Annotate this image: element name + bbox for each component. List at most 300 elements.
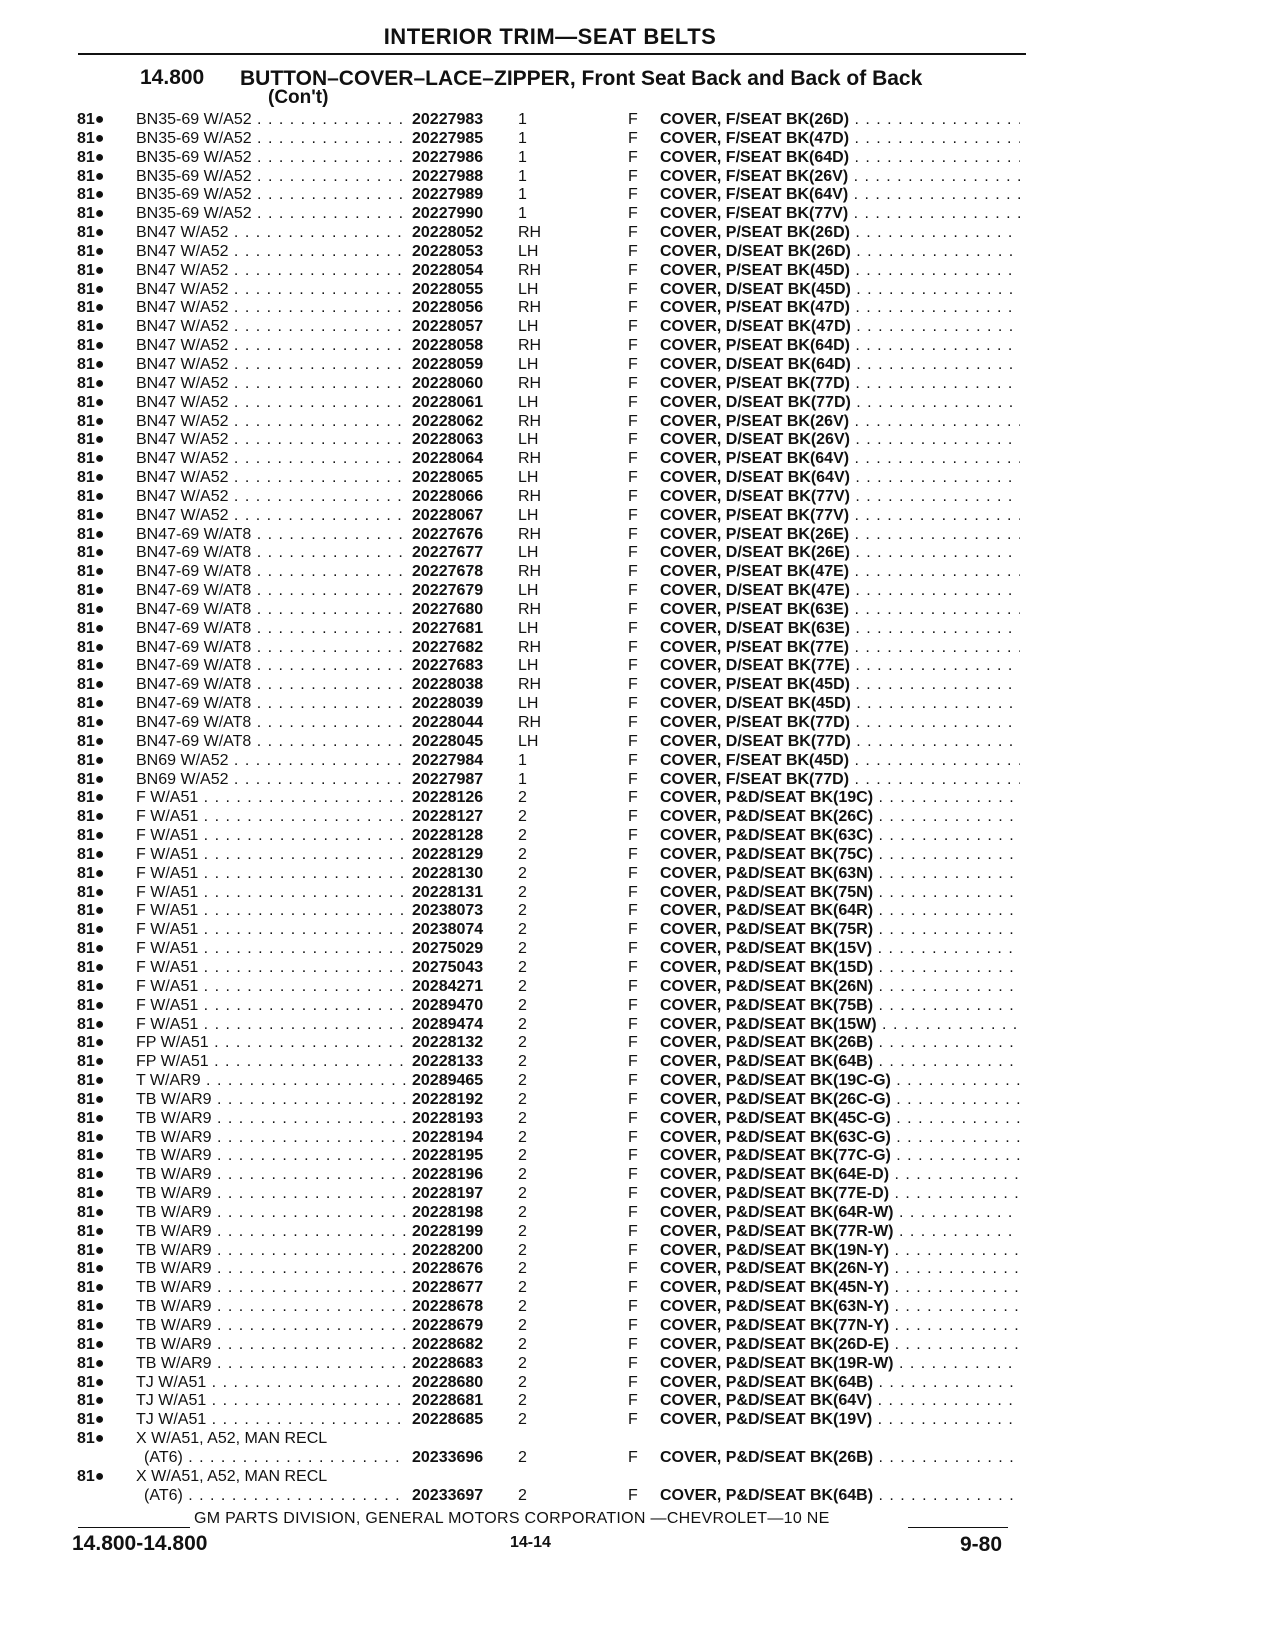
- row-item-name: [660, 752, 1020, 771]
- row-item-name: [660, 808, 1020, 827]
- table-row: [0, 714, 1280, 733]
- row-quantity: RH: [518, 525, 542, 543]
- row-item-text: COVER, P&D/SEAT BK(26C-G) . . .: [660, 1091, 1020, 1108]
- row-description-text: X W/A51, A52, MAN RECL: [136, 1467, 328, 1485]
- row-flag: F: [628, 544, 638, 562]
- row-quantity: 2: [518, 940, 527, 958]
- row-description-text: F W/A51: [136, 808, 199, 826]
- row-item-text: COVER, P/SEAT BK(45D) . . .: [660, 262, 1020, 279]
- table-row: [0, 695, 1280, 714]
- row-description: [136, 318, 406, 337]
- row-description: [136, 1147, 406, 1166]
- row-code: 81●: [77, 600, 105, 618]
- row-description-text: BN47 W/A52: [136, 506, 229, 524]
- row-quantity: 1: [518, 148, 527, 166]
- row-flag: F: [628, 1411, 638, 1429]
- row-code: 81●: [77, 1411, 105, 1429]
- row-part-number: 20228126: [412, 789, 484, 807]
- row-flag: F: [628, 714, 638, 731]
- row-item-name: [660, 1336, 1020, 1355]
- row-description-text: BN47-69 W/AT8: [136, 732, 252, 750]
- row-flag: F: [628, 996, 638, 1014]
- row-item-text: COVER, P&D/SEAT BK(77C-G) . . .: [660, 1147, 1020, 1164]
- row-flag: F: [628, 808, 638, 826]
- row-flag: F: [628, 393, 638, 411]
- row-part-number: 20228680: [412, 1373, 484, 1391]
- row-code: 81●: [77, 864, 105, 882]
- row-description: [136, 771, 406, 790]
- row-quantity: 2: [518, 1317, 527, 1334]
- table-row: [0, 281, 1280, 300]
- table-row: [0, 639, 1280, 658]
- row-code: 81●: [77, 1392, 105, 1410]
- row-code: 81●: [77, 506, 105, 524]
- leader-dots: [228, 394, 406, 411]
- table-row: [0, 884, 1280, 903]
- row-item-name: [660, 1129, 1020, 1148]
- row-item-name: [660, 1091, 1020, 1110]
- row-item-text: COVER, P/SEAT BK(26V) . . .: [660, 413, 1020, 430]
- row-description: [136, 450, 406, 469]
- table-row: [0, 808, 1280, 827]
- footer-rule-left: [78, 1527, 190, 1528]
- row-part-number: 20228059: [412, 355, 484, 373]
- row-item-name: [660, 337, 1020, 356]
- row-code: 81●: [77, 902, 105, 920]
- row-description-text: F W/A51: [136, 883, 199, 901]
- row-description: [136, 695, 406, 714]
- row-code: 81●: [77, 469, 105, 487]
- table-row: [0, 733, 1280, 752]
- row-part-number: 20228194: [412, 1128, 484, 1146]
- row-description-text: F W/A51: [136, 845, 199, 863]
- row-item-text: COVER, P&D/SEAT BK(19N-Y) . . .: [660, 1242, 1020, 1259]
- row-quantity: 2: [518, 1053, 527, 1071]
- table-row: [0, 507, 1280, 526]
- leader-dots: [251, 733, 406, 750]
- row-item-name: [660, 657, 1020, 676]
- leader-dots: [228, 413, 406, 430]
- leader-dots: [212, 1147, 406, 1164]
- leader-dots: [228, 469, 406, 486]
- row-quantity: 2: [518, 1486, 527, 1504]
- row-quantity: 2: [518, 958, 527, 976]
- row-item-text: COVER, P&D/SEAT BK(26B) . . .: [660, 1449, 1020, 1466]
- row-item-text: COVER, P&D/SEAT BK(75B) . . .: [660, 997, 1020, 1014]
- row-item-text: COVER, P&D/SEAT BK(63C) . . .: [660, 827, 1020, 844]
- row-item-name: [660, 394, 1020, 413]
- row-description: [136, 1110, 406, 1129]
- row-description-text: BN47-69 W/AT8: [136, 714, 252, 731]
- row-item-text: COVER, P&D/SEAT BK(64B) . . .: [660, 1053, 1020, 1070]
- row-flag: F: [628, 1279, 638, 1297]
- row-flag: F: [628, 299, 638, 317]
- row-flag: F: [628, 902, 638, 920]
- row-flag: F: [628, 1185, 638, 1203]
- row-quantity: 2: [518, 996, 527, 1014]
- row-item-name: [660, 902, 1020, 921]
- row-description-text: F W/A51: [136, 921, 199, 939]
- row-quantity: 2: [518, 977, 527, 995]
- row-code: 81●: [77, 1053, 105, 1071]
- row-part-number: 20228053: [412, 242, 484, 260]
- row-item-text: COVER, D/SEAT BK(45D) . . .: [660, 695, 1020, 712]
- row-code: 81●: [77, 883, 105, 901]
- row-item-name: [660, 997, 1020, 1016]
- row-item-text: COVER, P&D/SEAT BK(45N-Y) . . .: [660, 1279, 1020, 1296]
- row-item-text: COVER, D/SEAT BK(26E) . . .: [660, 544, 1020, 561]
- table-row: [0, 318, 1280, 337]
- table-row: [0, 1317, 1280, 1336]
- leader-dots: [252, 186, 406, 203]
- table-row: [0, 205, 1280, 224]
- row-flag: F: [628, 525, 638, 543]
- row-part-number: 20227682: [412, 638, 484, 656]
- row-description: [136, 1223, 406, 1242]
- row-description-text: BN47 W/A52: [136, 374, 229, 392]
- row-description-text: TB W/AR9: [136, 1128, 212, 1146]
- leader-dots: [228, 375, 406, 392]
- row-part-number: 20228065: [412, 469, 484, 487]
- row-item-name: [660, 130, 1020, 149]
- row-code: 81●: [77, 1430, 105, 1448]
- leader-dots: [212, 1185, 406, 1202]
- row-flag: F: [628, 1392, 638, 1410]
- row-code: 81●: [77, 1467, 105, 1485]
- row-flag: F: [628, 921, 638, 939]
- row-description: [136, 657, 406, 676]
- row-part-number: 20227983: [412, 111, 484, 128]
- row-description: [136, 526, 406, 545]
- table-row: [0, 1374, 1280, 1393]
- row-part-number: 20228063: [412, 431, 484, 449]
- leader-dots: [252, 149, 406, 166]
- row-quantity: 2: [518, 1185, 527, 1203]
- table-row: [0, 846, 1280, 865]
- leader-dots: [198, 1016, 406, 1033]
- row-flag: F: [628, 506, 638, 524]
- row-flag: F: [628, 883, 638, 901]
- row-description-text: BN35-69 W/A52: [136, 186, 252, 204]
- row-quantity: 1: [518, 111, 527, 128]
- row-quantity: 2: [518, 1072, 527, 1090]
- row-flag: F: [628, 1053, 638, 1071]
- table-row: [0, 657, 1280, 676]
- row-code: 81●: [77, 1317, 105, 1334]
- row-description: [136, 884, 406, 903]
- row-part-number: 20228192: [412, 1090, 484, 1108]
- row-description-text: F W/A51: [136, 996, 199, 1014]
- row-part-number: 20228197: [412, 1185, 484, 1203]
- leader-dots: [228, 262, 406, 279]
- row-code: 81●: [77, 676, 105, 694]
- row-quantity: 2: [518, 902, 527, 920]
- leader-dots: [228, 337, 406, 354]
- row-part-number: 20228133: [412, 1053, 484, 1071]
- row-quantity: LH: [518, 318, 539, 336]
- table-row: [0, 394, 1280, 413]
- table-row: [0, 356, 1280, 375]
- row-description: [136, 1374, 406, 1393]
- footer-page-number: 14-14: [510, 1534, 551, 1551]
- leader-dots: [212, 1166, 406, 1183]
- row-flag: F: [628, 374, 638, 392]
- row-description-text: FP W/A51: [136, 1053, 209, 1071]
- table-row: [0, 940, 1280, 959]
- row-item-text: COVER, P&D/SEAT BK(75C) . . .: [660, 846, 1020, 863]
- row-description: [136, 469, 406, 488]
- table-row: [0, 1110, 1280, 1129]
- row-quantity: LH: [518, 544, 539, 562]
- row-item-name: [660, 450, 1020, 469]
- leader-dots: [228, 771, 406, 788]
- row-part-number: 20228681: [412, 1392, 484, 1410]
- table-row: [0, 1242, 1280, 1261]
- row-part-number: 20228052: [412, 224, 484, 242]
- row-quantity: 2: [518, 1203, 527, 1221]
- row-quantity: LH: [518, 431, 539, 449]
- table-row: [0, 1430, 1280, 1468]
- row-description: [136, 413, 406, 432]
- table-row: [0, 299, 1280, 318]
- row-item-text: COVER, P&D/SEAT BK(19V) . . .: [660, 1411, 1020, 1428]
- leader-dots: [212, 1260, 406, 1277]
- row-description-text: TB W/AR9: [136, 1298, 212, 1316]
- row-description: [136, 1411, 406, 1430]
- row-item-name: [660, 1392, 1020, 1411]
- row-code: 81●: [77, 525, 105, 543]
- row-flag: F: [628, 1222, 638, 1240]
- row-description-text: BN35-69 W/A52: [136, 129, 252, 147]
- row-quantity: LH: [518, 695, 539, 713]
- row-flag: F: [628, 751, 638, 769]
- row-code: 81●: [77, 1260, 105, 1278]
- row-quantity: RH: [518, 600, 542, 618]
- row-item-text: COVER, P&D/SEAT BK(26C) . . .: [660, 808, 1020, 825]
- row-description: [136, 507, 406, 526]
- row-description: [136, 997, 406, 1016]
- row-part-number: 20289470: [412, 996, 484, 1014]
- row-description: [136, 224, 406, 243]
- row-part-number: 20228198: [412, 1203, 484, 1221]
- row-flag: F: [628, 958, 638, 976]
- row-flag: F: [628, 582, 638, 600]
- row-description-text: F W/A51: [136, 958, 199, 976]
- row-item-name: [660, 431, 1020, 450]
- row-quantity: 2: [518, 789, 527, 807]
- row-flag: F: [628, 242, 638, 260]
- row-part-number: 20228683: [412, 1354, 484, 1372]
- section-number: 14.800: [140, 66, 205, 89]
- row-description-text: BN47 W/A52: [136, 469, 229, 487]
- table-row: [0, 526, 1280, 545]
- row-description-text: TB W/AR9: [136, 1090, 212, 1108]
- table-row: [0, 676, 1280, 695]
- row-quantity: 2: [518, 1260, 527, 1278]
- row-part-number: 20227987: [412, 770, 484, 788]
- row-item-name: [660, 1034, 1020, 1053]
- row-item-text: COVER, P/SEAT BK(64V) . . .: [660, 450, 1020, 467]
- leader-dots: [228, 224, 406, 241]
- row-code: 81●: [77, 1335, 105, 1353]
- row-part-number: 20228199: [412, 1222, 484, 1240]
- row-code: 81●: [77, 619, 105, 637]
- row-part-number: 20227988: [412, 167, 484, 185]
- row-quantity: 1: [518, 205, 527, 223]
- table-row: [0, 1147, 1280, 1166]
- table-row: [0, 1166, 1280, 1185]
- row-item-name: [660, 940, 1020, 959]
- row-item-text: COVER, P/SEAT BK(77V) . . .: [660, 507, 1020, 524]
- row-quantity: 2: [518, 1090, 527, 1108]
- row-flag: F: [628, 224, 638, 242]
- row-code: 81●: [77, 582, 105, 600]
- table-row: [0, 1223, 1280, 1242]
- row-item-text: COVER, F/SEAT BK(77D) . . .: [660, 771, 1020, 788]
- footer-date: 9-80: [960, 1533, 1003, 1556]
- table-row: [0, 1129, 1280, 1148]
- row-part-number: 20227683: [412, 657, 484, 675]
- row-code: 81●: [77, 337, 105, 355]
- row-quantity: LH: [518, 657, 539, 675]
- row-item-text: COVER, P/SEAT BK(26E) . . .: [660, 526, 1020, 543]
- row-description: [136, 1355, 406, 1374]
- row-flag: F: [628, 1015, 638, 1033]
- row-description: [136, 1317, 406, 1336]
- row-item-text: COVER, F/SEAT BK(47D) . . .: [660, 130, 1020, 147]
- leader-dots: [209, 1034, 406, 1051]
- row-description-text: F W/A51: [136, 827, 199, 845]
- row-code: 81●: [77, 1034, 105, 1052]
- table-row: [0, 243, 1280, 262]
- row-description-text: BN47 W/A52: [136, 412, 229, 430]
- row-part-number: 20227984: [412, 751, 484, 769]
- row-part-number: 20228129: [412, 845, 484, 863]
- row-code: 81●: [77, 1298, 105, 1316]
- leader-dots: [198, 846, 406, 863]
- row-item-name: [660, 413, 1020, 432]
- leader-dots: [212, 1279, 406, 1296]
- row-item-text: COVER, P&D/SEAT BK(75R) . . .: [660, 921, 1020, 938]
- row-description: [136, 1185, 406, 1204]
- row-description: [136, 488, 406, 507]
- row-item-text: COVER, P&D/SEAT BK(77R-W) . . .: [660, 1223, 1020, 1240]
- row-description: [136, 902, 406, 921]
- row-description: [136, 1091, 406, 1110]
- table-row: [0, 337, 1280, 356]
- row-item-name: [660, 1185, 1020, 1204]
- row-part-number: 20227986: [412, 148, 484, 166]
- leader-dots: [228, 752, 406, 769]
- row-quantity: LH: [518, 242, 539, 260]
- row-flag: F: [628, 638, 638, 656]
- row-flag: F: [628, 487, 638, 505]
- row-code: 81●: [77, 355, 105, 373]
- row-quantity: RH: [518, 299, 542, 317]
- table-row: [0, 1336, 1280, 1355]
- row-item-name: [660, 865, 1020, 884]
- row-item-text: COVER, P&D/SEAT BK(26D-E) . . .: [660, 1336, 1020, 1353]
- leader-dots: [198, 997, 406, 1014]
- row-description-continued: (AT6): [144, 1448, 183, 1466]
- row-part-number: 20227989: [412, 186, 484, 204]
- leader-dots: [212, 1129, 406, 1146]
- row-description-text: BN47 W/A52: [136, 487, 229, 505]
- row-code: 81●: [77, 958, 105, 976]
- row-flag: F: [628, 129, 638, 147]
- row-item-name: [660, 789, 1020, 808]
- row-description-text: TB W/AR9: [136, 1147, 212, 1165]
- row-description-text: BN47-69 W/AT8: [136, 619, 252, 637]
- row-description: [136, 846, 406, 865]
- leader-dots: [209, 1053, 406, 1070]
- row-item-text: COVER, P&D/SEAT BK(63N-Y) . . .: [660, 1298, 1020, 1315]
- row-code: 81●: [77, 487, 105, 505]
- section-continued: (Con't): [268, 87, 329, 108]
- row-quantity: 2: [518, 1128, 527, 1146]
- row-part-number: 20228200: [412, 1241, 484, 1259]
- leader-dots: [228, 281, 406, 298]
- row-part-number: 20228132: [412, 1034, 484, 1052]
- row-description: [136, 394, 406, 413]
- row-code: 81●: [77, 1279, 105, 1297]
- row-item-name: [660, 1355, 1020, 1374]
- row-flag: F: [628, 186, 638, 204]
- row-quantity: 2: [518, 1222, 527, 1240]
- row-code: 81●: [77, 242, 105, 260]
- table-row: [0, 1034, 1280, 1053]
- table-row: [0, 1204, 1280, 1223]
- row-item-text: COVER, P&D/SEAT BK(26N) . . .: [660, 978, 1020, 995]
- row-description: [136, 865, 406, 884]
- row-part-number: 20228195: [412, 1147, 484, 1165]
- row-item-name: [660, 186, 1020, 205]
- row-description: [136, 959, 406, 978]
- row-quantity: RH: [518, 412, 542, 430]
- row-part-number: 20228058: [412, 337, 484, 355]
- row-code: 81●: [77, 374, 105, 392]
- row-part-number: 20228193: [412, 1109, 484, 1127]
- row-flag: F: [628, 1090, 638, 1108]
- leader-dots: [198, 959, 406, 976]
- row-quantity: 2: [518, 1279, 527, 1297]
- row-description: [136, 1298, 406, 1317]
- row-quantity: LH: [518, 732, 539, 750]
- row-item-name: [660, 1204, 1020, 1223]
- leader-dots: [251, 544, 406, 561]
- row-code: 81●: [77, 1354, 105, 1372]
- leader-dots: [251, 563, 406, 580]
- row-item-text: COVER, P&D/SEAT BK(15V) . . .: [660, 940, 1020, 957]
- row-flag: F: [628, 318, 638, 336]
- row-item-name: [660, 846, 1020, 865]
- leader-dots: [198, 789, 406, 806]
- row-item-name: [660, 1053, 1020, 1072]
- row-description-text: BN47 W/A52: [136, 431, 229, 449]
- row-code: 81●: [77, 224, 105, 242]
- row-description-text: TB W/AR9: [136, 1203, 212, 1221]
- row-description: [136, 639, 406, 658]
- row-description-text: BN47 W/A52: [136, 224, 229, 242]
- row-part-number: 20233696: [412, 1448, 484, 1466]
- row-item-name: [660, 1487, 1020, 1506]
- row-quantity: 2: [518, 883, 527, 901]
- row-part-number: 20228682: [412, 1335, 484, 1353]
- row-part-number: 20227990: [412, 205, 484, 223]
- leader-dots: [228, 450, 406, 467]
- row-item-name: [660, 224, 1020, 243]
- footer-rule-right: [908, 1527, 1008, 1528]
